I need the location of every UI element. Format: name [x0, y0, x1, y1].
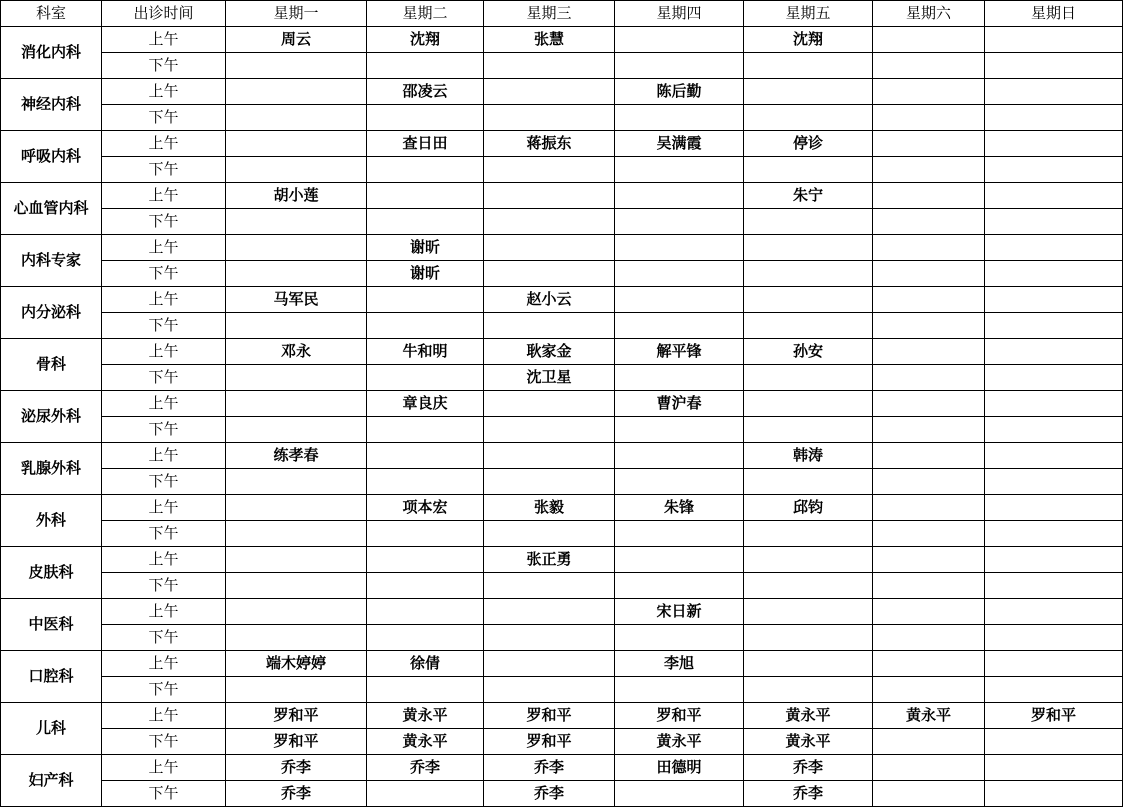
doctor-cell: [226, 547, 367, 573]
doctor-cell: [985, 261, 1123, 287]
doctor-cell: 蒋振东: [484, 131, 615, 157]
session-period: 上午: [102, 235, 226, 261]
doctor-cell: [744, 599, 873, 625]
session-period: 上午: [102, 339, 226, 365]
doctor-cell: [744, 417, 873, 443]
doctor-cell: [615, 443, 744, 469]
doctor-cell: [615, 261, 744, 287]
department-name: 泌尿外科: [1, 391, 102, 443]
department-name: 神经内科: [1, 79, 102, 131]
department-name: 儿科: [1, 703, 102, 755]
doctor-cell: 李旭: [615, 651, 744, 677]
table-row: [1, 235, 1123, 261]
doctor-cell: [367, 365, 484, 391]
doctor-cell: [873, 261, 985, 287]
doctor-cell: 张正勇: [484, 547, 615, 573]
doctor-cell: [873, 755, 985, 781]
doctor-cell: [985, 105, 1123, 131]
doctor-cell: 邓永: [226, 339, 367, 365]
session-period: 上午: [102, 287, 226, 313]
doctor-cell: [744, 235, 873, 261]
doctor-cell: [615, 677, 744, 703]
doctor-cell: [985, 521, 1123, 547]
header-tuesday: 星期二: [367, 1, 484, 27]
doctor-cell: 乔李: [226, 781, 367, 807]
doctor-cell: [226, 261, 367, 287]
doctor-cell: [484, 261, 615, 287]
session-period: 下午: [102, 209, 226, 235]
doctor-cell: 陈后勤: [615, 79, 744, 105]
header-row: [1, 1, 1123, 27]
doctor-cell: 项本宏: [367, 495, 484, 521]
doctor-cell: 罗和平: [985, 703, 1123, 729]
doctor-cell: [873, 391, 985, 417]
doctor-cell: [985, 443, 1123, 469]
doctor-cell: [484, 79, 615, 105]
doctor-cell: 乔李: [744, 755, 873, 781]
session-period: 上午: [102, 547, 226, 573]
doctor-cell: [226, 365, 367, 391]
doctor-cell: 邱钧: [744, 495, 873, 521]
doctor-cell: 宋日新: [615, 599, 744, 625]
doctor-cell: [226, 391, 367, 417]
doctor-cell: [226, 625, 367, 651]
doctor-cell: [873, 547, 985, 573]
doctor-cell: [226, 53, 367, 79]
doctor-cell: [873, 729, 985, 755]
session-period: 上午: [102, 391, 226, 417]
table-row: [1, 53, 1123, 79]
doctor-cell: [873, 27, 985, 53]
department-name: 皮肤科: [1, 547, 102, 599]
doctor-cell: [367, 547, 484, 573]
doctor-cell: [985, 27, 1123, 53]
department-name: 消化内科: [1, 27, 102, 79]
doctor-cell: 牛和明: [367, 339, 484, 365]
doctor-cell: [873, 287, 985, 313]
doctor-cell: 胡小莲: [226, 183, 367, 209]
doctor-cell: 章良庆: [367, 391, 484, 417]
doctor-cell: [873, 79, 985, 105]
doctor-cell: 罗和平: [615, 703, 744, 729]
doctor-cell: [873, 105, 985, 131]
doctor-cell: [226, 521, 367, 547]
doctor-cell: 解平锋: [615, 339, 744, 365]
table-row: [1, 157, 1123, 183]
doctor-cell: [985, 651, 1123, 677]
session-period: 上午: [102, 651, 226, 677]
doctor-cell: 黄永平: [744, 729, 873, 755]
session-period: 上午: [102, 703, 226, 729]
doctor-cell: 邵凌云: [367, 79, 484, 105]
department-name: 心血管内科: [1, 183, 102, 235]
table-row: [1, 729, 1123, 755]
doctor-cell: [367, 781, 484, 807]
session-period: 下午: [102, 781, 226, 807]
session-period: 上午: [102, 183, 226, 209]
doctor-cell: [985, 625, 1123, 651]
department-name: 中医科: [1, 599, 102, 651]
doctor-cell: 练孝春: [226, 443, 367, 469]
doctor-cell: [985, 157, 1123, 183]
doctor-cell: [744, 209, 873, 235]
doctor-cell: [873, 443, 985, 469]
doctor-cell: [484, 157, 615, 183]
doctor-cell: [484, 651, 615, 677]
doctor-cell: [985, 729, 1123, 755]
doctor-cell: [985, 469, 1123, 495]
doctor-cell: 乔李: [484, 755, 615, 781]
doctor-cell: [367, 417, 484, 443]
doctor-cell: [367, 625, 484, 651]
table-row: [1, 599, 1123, 625]
doctor-cell: [744, 677, 873, 703]
session-period: 上午: [102, 27, 226, 53]
doctor-cell: [226, 105, 367, 131]
doctor-cell: [484, 573, 615, 599]
doctor-cell: 谢昕: [367, 235, 484, 261]
doctor-cell: 乔李: [744, 781, 873, 807]
doctor-cell: 黄永平: [873, 703, 985, 729]
doctor-cell: [615, 53, 744, 79]
doctor-cell: [985, 495, 1123, 521]
session-period: 下午: [102, 105, 226, 131]
doctor-cell: [615, 417, 744, 443]
doctor-cell: [367, 157, 484, 183]
doctor-cell: 朱锋: [615, 495, 744, 521]
table-row: [1, 209, 1123, 235]
table-row: [1, 131, 1123, 157]
session-period: 上午: [102, 79, 226, 105]
doctor-cell: [744, 313, 873, 339]
session-period: 上午: [102, 443, 226, 469]
doctor-cell: [484, 235, 615, 261]
doctor-cell: [985, 131, 1123, 157]
doctor-cell: 张慧: [484, 27, 615, 53]
doctor-cell: [985, 183, 1123, 209]
table-row: [1, 469, 1123, 495]
doctor-cell: [226, 131, 367, 157]
doctor-cell: [744, 53, 873, 79]
department-name: 内分泌科: [1, 287, 102, 339]
doctor-cell: [226, 495, 367, 521]
doctor-cell: [985, 339, 1123, 365]
doctor-cell: 罗和平: [226, 703, 367, 729]
session-period: 下午: [102, 157, 226, 183]
doctor-cell: [873, 625, 985, 651]
doctor-cell: [367, 573, 484, 599]
doctor-cell: [985, 391, 1123, 417]
doctor-cell: [873, 209, 985, 235]
doctor-cell: [873, 365, 985, 391]
doctor-cell: [484, 521, 615, 547]
department-name: 内科专家: [1, 235, 102, 287]
doctor-cell: [226, 677, 367, 703]
doctor-cell: [873, 157, 985, 183]
doctor-cell: [744, 105, 873, 131]
doctor-cell: 周云: [226, 27, 367, 53]
doctor-cell: [615, 547, 744, 573]
doctor-cell: [367, 521, 484, 547]
doctor-cell: [744, 573, 873, 599]
doctor-cell: 罗和平: [484, 729, 615, 755]
doctor-cell: [615, 183, 744, 209]
doctor-cell: [367, 313, 484, 339]
doctor-cell: [615, 521, 744, 547]
doctor-cell: [615, 573, 744, 599]
header-department: 科室: [1, 1, 102, 27]
doctor-cell: [873, 131, 985, 157]
table-row: [1, 443, 1123, 469]
doctor-cell: [873, 599, 985, 625]
header-wednesday: 星期三: [484, 1, 615, 27]
table-row: [1, 625, 1123, 651]
doctor-cell: [985, 209, 1123, 235]
doctor-cell: 罗和平: [226, 729, 367, 755]
doctor-cell: 耿家金: [484, 339, 615, 365]
table-row: [1, 781, 1123, 807]
doctor-cell: [744, 157, 873, 183]
doctor-cell: [367, 53, 484, 79]
doctor-cell: [873, 313, 985, 339]
header-saturday: 星期六: [873, 1, 985, 27]
table-row: [1, 79, 1123, 105]
doctor-cell: [985, 547, 1123, 573]
table-row: [1, 495, 1123, 521]
doctor-cell: [367, 183, 484, 209]
doctor-cell: [484, 443, 615, 469]
session-period: 下午: [102, 729, 226, 755]
doctor-cell: [873, 781, 985, 807]
doctor-cell: 张毅: [484, 495, 615, 521]
header-sunday: 星期日: [985, 1, 1123, 27]
doctor-cell: 曹沪春: [615, 391, 744, 417]
session-period: 下午: [102, 469, 226, 495]
doctor-cell: [744, 651, 873, 677]
header-monday: 星期一: [226, 1, 367, 27]
doctor-cell: [367, 443, 484, 469]
doctor-cell: [873, 677, 985, 703]
doctor-cell: [484, 469, 615, 495]
doctor-cell: 黄永平: [615, 729, 744, 755]
doctor-cell: [226, 157, 367, 183]
doctor-cell: [615, 365, 744, 391]
doctor-cell: [484, 105, 615, 131]
department-name: 外科: [1, 495, 102, 547]
doctor-cell: [744, 625, 873, 651]
doctor-cell: [484, 53, 615, 79]
session-period: 下午: [102, 625, 226, 651]
department-name: 骨科: [1, 339, 102, 391]
table-row: [1, 27, 1123, 53]
table-row: [1, 703, 1123, 729]
doctor-cell: 马军民: [226, 287, 367, 313]
doctor-cell: [744, 547, 873, 573]
table-row: [1, 365, 1123, 391]
doctor-cell: 吴满霞: [615, 131, 744, 157]
doctor-cell: 田德明: [615, 755, 744, 781]
header-friday: 星期五: [744, 1, 873, 27]
doctor-cell: 赵小云: [484, 287, 615, 313]
doctor-cell: [985, 755, 1123, 781]
doctor-cell: [985, 599, 1123, 625]
doctor-cell: [615, 105, 744, 131]
doctor-cell: [484, 417, 615, 443]
doctor-cell: [985, 235, 1123, 261]
doctor-cell: [226, 313, 367, 339]
doctor-cell: [484, 313, 615, 339]
table-row: [1, 677, 1123, 703]
session-period: 下午: [102, 573, 226, 599]
doctor-cell: 黄永平: [367, 703, 484, 729]
doctor-cell: [226, 469, 367, 495]
doctor-cell: [985, 287, 1123, 313]
doctor-cell: [367, 677, 484, 703]
doctor-cell: [744, 287, 873, 313]
doctor-cell: [615, 287, 744, 313]
table-row: [1, 651, 1123, 677]
doctor-cell: [873, 339, 985, 365]
doctor-cell: [367, 469, 484, 495]
table-row: [1, 573, 1123, 599]
doctor-cell: 停诊: [744, 131, 873, 157]
doctor-cell: 沈翔: [367, 27, 484, 53]
doctor-cell: [615, 625, 744, 651]
doctor-cell: [985, 365, 1123, 391]
doctor-cell: 乔李: [484, 781, 615, 807]
doctor-cell: [985, 79, 1123, 105]
doctor-cell: 罗和平: [484, 703, 615, 729]
doctor-cell: [615, 209, 744, 235]
table-row: [1, 547, 1123, 573]
doctor-cell: [484, 599, 615, 625]
doctor-cell: [615, 313, 744, 339]
department-name: 呼吸内科: [1, 131, 102, 183]
table-row: [1, 261, 1123, 287]
table-row: [1, 521, 1123, 547]
table-row: [1, 339, 1123, 365]
session-period: 下午: [102, 365, 226, 391]
department-name: 妇产科: [1, 755, 102, 807]
table-row: [1, 313, 1123, 339]
session-period: 下午: [102, 261, 226, 287]
doctor-cell: [484, 625, 615, 651]
doctor-cell: [873, 469, 985, 495]
doctor-cell: [744, 469, 873, 495]
table-row: [1, 287, 1123, 313]
doctor-cell: [367, 287, 484, 313]
table-row: [1, 755, 1123, 781]
doctor-cell: 查日田: [367, 131, 484, 157]
doctor-cell: 朱宁: [744, 183, 873, 209]
doctor-cell: 谢昕: [367, 261, 484, 287]
doctor-cell: [226, 209, 367, 235]
doctor-cell: [873, 183, 985, 209]
doctor-cell: [985, 573, 1123, 599]
doctor-cell: [226, 235, 367, 261]
doctor-cell: [873, 53, 985, 79]
session-period: 上午: [102, 755, 226, 781]
doctor-cell: [744, 79, 873, 105]
doctor-cell: [484, 391, 615, 417]
doctor-cell: 孙安: [744, 339, 873, 365]
doctor-cell: [367, 599, 484, 625]
doctor-cell: [744, 391, 873, 417]
doctor-cell: 黄永平: [744, 703, 873, 729]
doctor-cell: [226, 573, 367, 599]
department-name: 口腔科: [1, 651, 102, 703]
table-row: [1, 105, 1123, 131]
table-row: [1, 183, 1123, 209]
doctor-cell: [615, 235, 744, 261]
doctor-cell: [367, 209, 484, 235]
doctor-cell: [226, 599, 367, 625]
doctor-cell: [744, 521, 873, 547]
header-time: 出诊时间: [102, 1, 226, 27]
doctor-cell: [484, 209, 615, 235]
session-period: 下午: [102, 53, 226, 79]
session-period: 下午: [102, 677, 226, 703]
doctor-cell: [873, 521, 985, 547]
doctor-cell: [226, 417, 367, 443]
doctor-cell: 韩涛: [744, 443, 873, 469]
doctor-cell: [367, 105, 484, 131]
doctor-cell: 沈卫星: [484, 365, 615, 391]
doctor-cell: [615, 27, 744, 53]
doctor-cell: [484, 183, 615, 209]
doctor-cell: [873, 417, 985, 443]
session-period: 上午: [102, 495, 226, 521]
header-thursday: 星期四: [615, 1, 744, 27]
doctor-cell: 乔李: [226, 755, 367, 781]
doctor-cell: [484, 677, 615, 703]
doctor-cell: [985, 53, 1123, 79]
session-period: 上午: [102, 599, 226, 625]
doctor-cell: [615, 157, 744, 183]
doctor-cell: 徐倩: [367, 651, 484, 677]
session-period: 下午: [102, 313, 226, 339]
table-row: [1, 391, 1123, 417]
doctor-cell: [985, 781, 1123, 807]
doctor-cell: 黄永平: [367, 729, 484, 755]
doctor-cell: [873, 235, 985, 261]
doctor-cell: [744, 365, 873, 391]
doctor-cell: 沈翔: [744, 27, 873, 53]
session-period: 下午: [102, 417, 226, 443]
doctor-cell: [985, 677, 1123, 703]
doctor-cell: [615, 781, 744, 807]
schedule-body: [1, 27, 1123, 807]
doctor-cell: [985, 313, 1123, 339]
session-period: 下午: [102, 521, 226, 547]
doctor-cell: [226, 79, 367, 105]
doctor-cell: [873, 573, 985, 599]
doctor-cell: 端木婷婷: [226, 651, 367, 677]
doctor-cell: [873, 495, 985, 521]
session-period: 上午: [102, 131, 226, 157]
doctor-cell: [744, 261, 873, 287]
department-name: 乳腺外科: [1, 443, 102, 495]
table-row: [1, 417, 1123, 443]
doctor-cell: [873, 651, 985, 677]
doctor-cell: [615, 469, 744, 495]
doctor-cell: [985, 417, 1123, 443]
doctor-cell: 乔李: [367, 755, 484, 781]
